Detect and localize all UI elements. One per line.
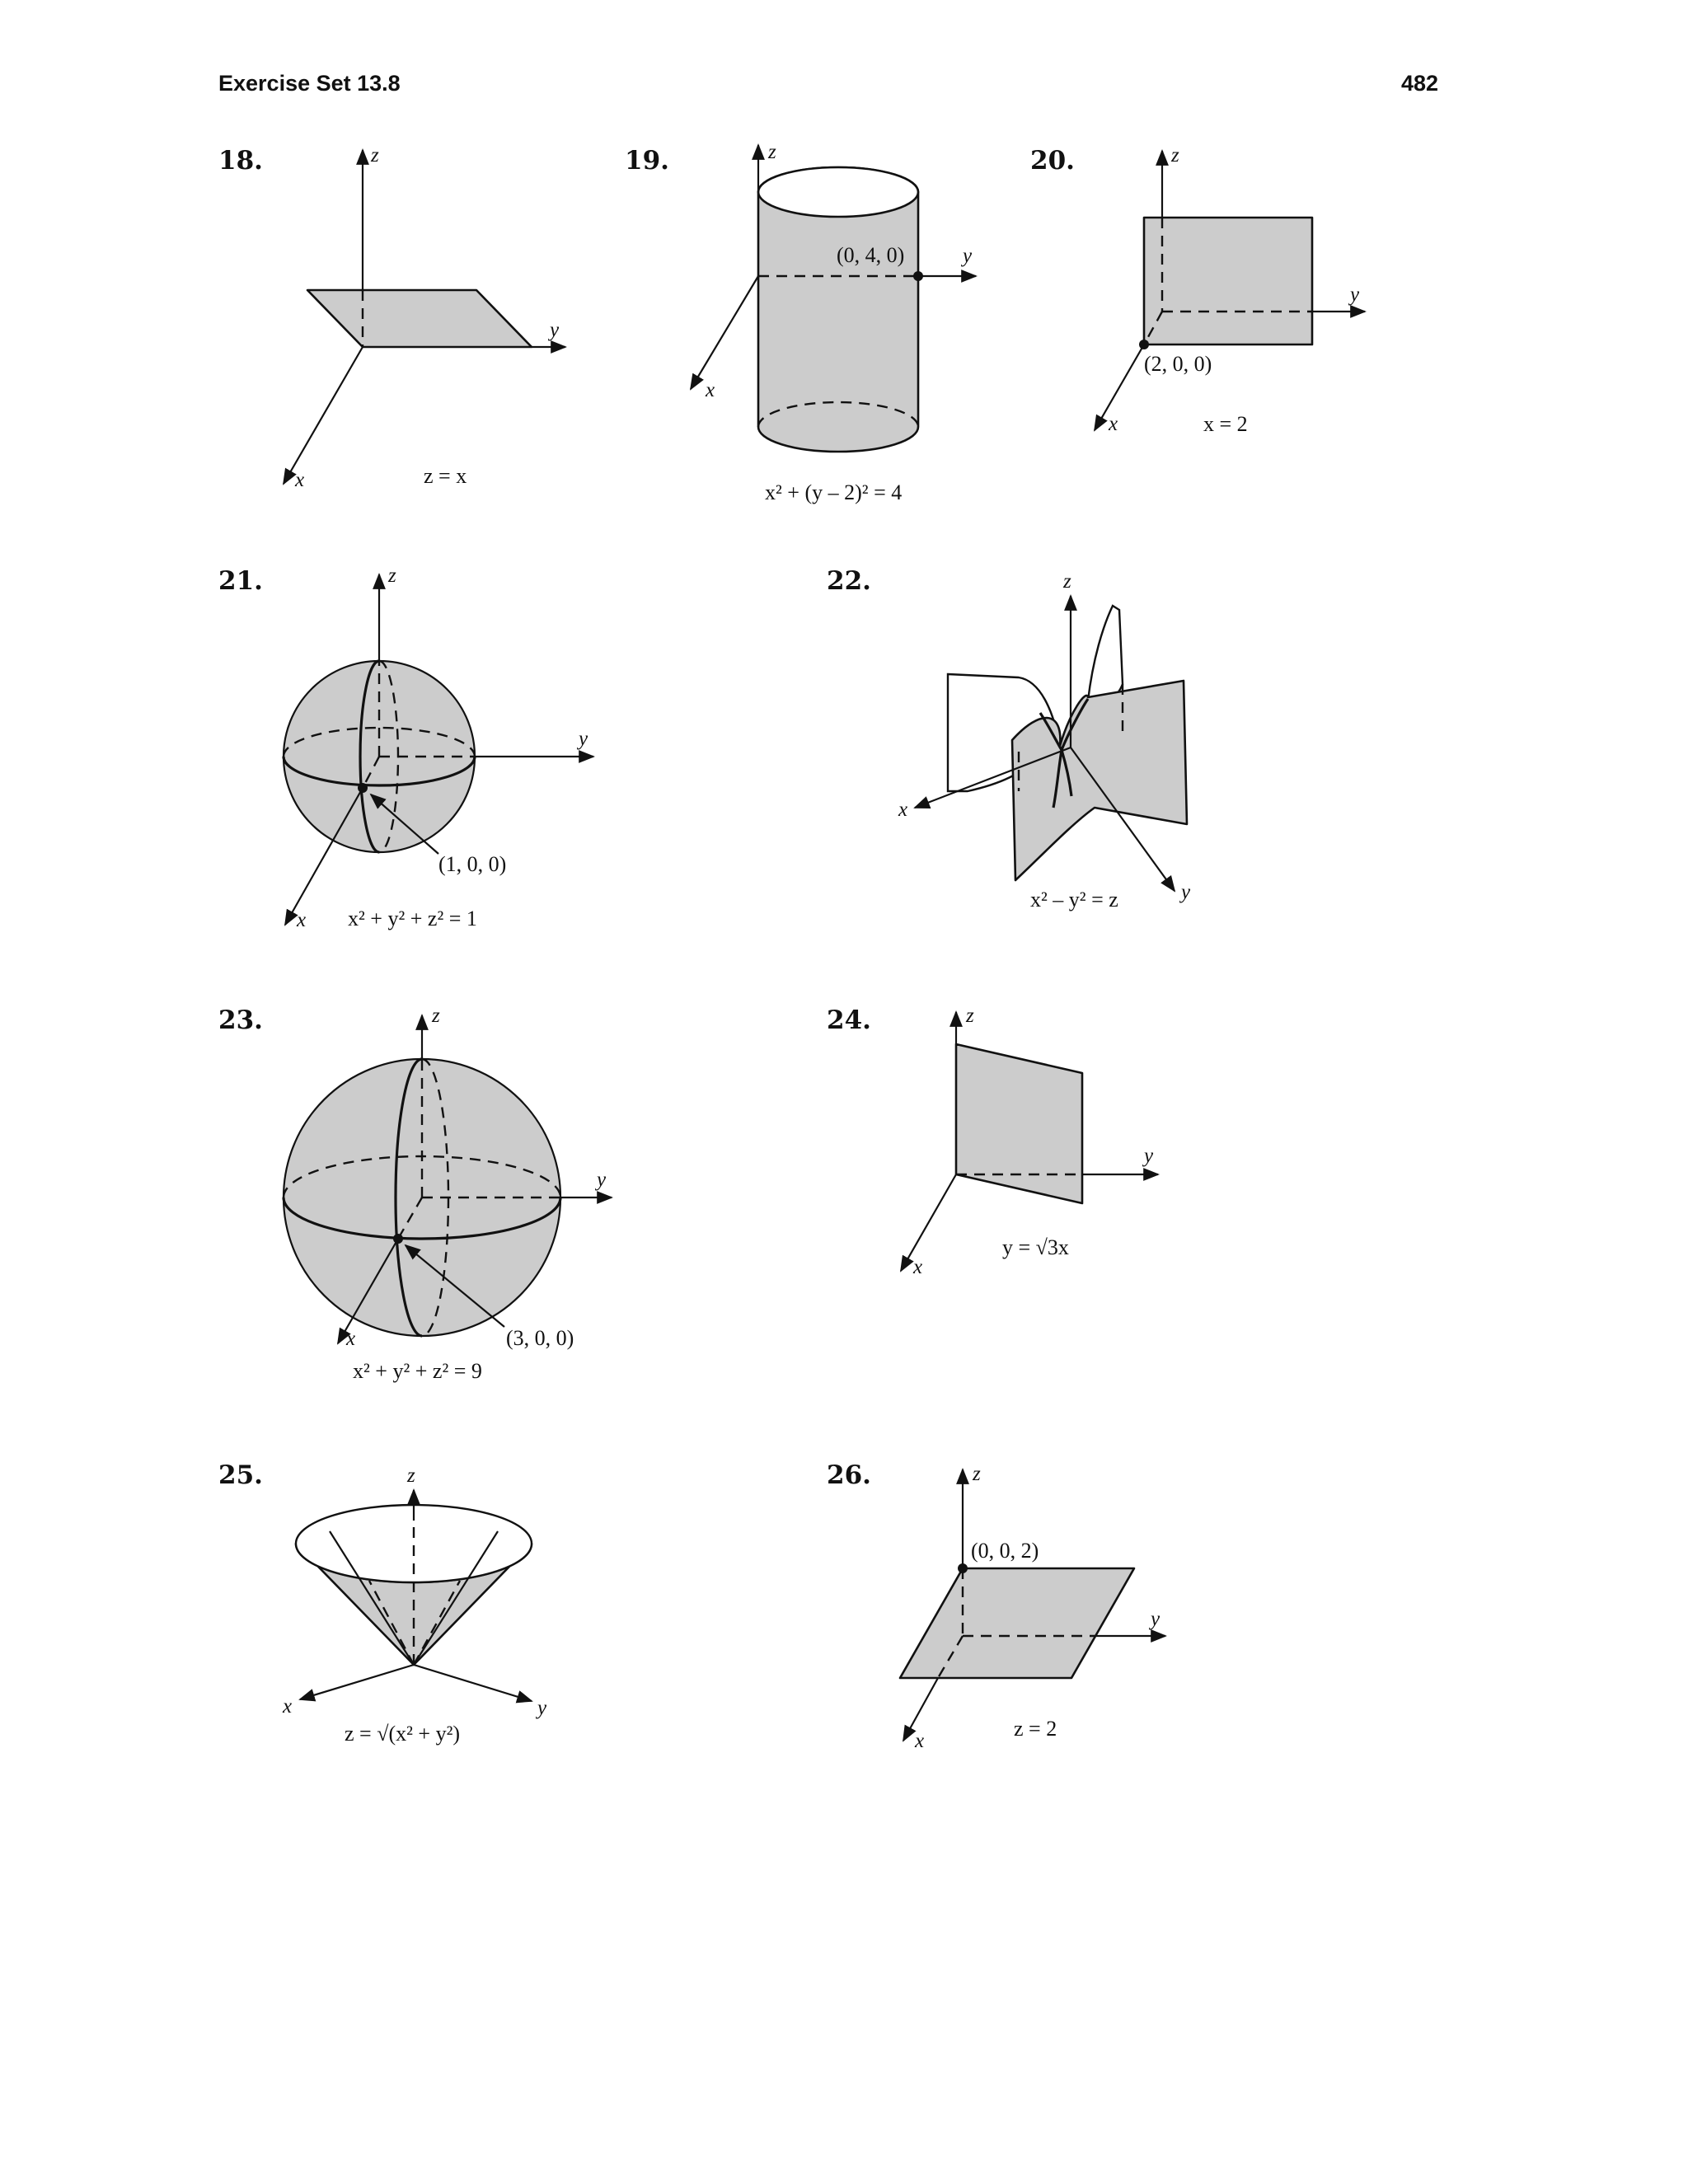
point-marker [913, 271, 923, 281]
equation-21: x² + y² + z² = 1 [348, 907, 477, 930]
point-marker [958, 1563, 968, 1573]
figure-21 [218, 565, 593, 931]
z-axis-label: z [432, 1005, 440, 1027]
z-axis-label: z [1171, 144, 1179, 166]
point-label: (1, 0, 0) [438, 852, 507, 876]
figure-26 [827, 1460, 1165, 1752]
point-label: (2, 0, 0) [1144, 352, 1212, 376]
equation-25: z = √(x² + y²) [345, 1722, 461, 1746]
equation-20: x = 2 [1203, 412, 1248, 436]
x-axis-label: x [295, 469, 305, 491]
x-axis-label: x [913, 1256, 923, 1278]
x-axis-label: x [915, 1730, 925, 1752]
figure-18 [218, 144, 565, 491]
y-axis [414, 1665, 532, 1701]
figure-25 [218, 1460, 547, 1746]
page-number: 482 [1400, 71, 1438, 96]
equation-19: x² + (y – 2)² = 4 [765, 480, 903, 504]
x-axis [284, 347, 363, 484]
x-axis-label: x [1109, 413, 1118, 435]
x-axis [691, 276, 758, 389]
figure-19 [625, 141, 976, 504]
z-axis-label: z [973, 1463, 981, 1485]
problem-number-20: 20. [1030, 146, 1075, 176]
problem-number-25: 25. [218, 1460, 263, 1490]
y-axis-label: y [597, 1169, 607, 1191]
y-axis-label: y [1151, 1608, 1160, 1630]
point-label: (3, 0, 0) [506, 1326, 574, 1350]
x-axis [901, 1174, 956, 1271]
z-axis-label: z [1063, 570, 1071, 593]
equation-23: x² + y² + z² = 9 [353, 1359, 482, 1383]
x-axis-label: x [706, 379, 715, 401]
x-axis [1095, 344, 1144, 430]
equation-22: x² – y² = z [1030, 888, 1118, 912]
plane-y-equals-root3-x [956, 1044, 1082, 1203]
figure-23 [218, 1005, 612, 1383]
y-axis-label: y [1181, 881, 1191, 903]
problem-number-19: 19. [625, 146, 669, 176]
problem-number-21: 21. [218, 566, 263, 596]
x-axis-label: x [297, 909, 307, 931]
figure-20 [1030, 144, 1365, 436]
equation-24: y = √3x [1002, 1235, 1069, 1259]
y-axis-label: y [1144, 1145, 1154, 1167]
plane-z-equals-x [307, 290, 532, 347]
y-axis-label: y [1350, 284, 1360, 306]
point-marker [358, 783, 368, 793]
z-axis-label: z [407, 1465, 415, 1487]
z-axis-label: z [388, 565, 396, 587]
cylinder-top [758, 167, 918, 217]
page-header-title: Exercise Set 13.8 [218, 71, 401, 96]
y-axis-label: y [579, 728, 588, 750]
problem-number-18: 18. [218, 146, 263, 176]
point-label: (0, 4, 0) [837, 243, 905, 267]
x-axis-label: x [898, 799, 908, 821]
problem-number-22: 22. [827, 566, 871, 596]
y-axis-label: y [963, 245, 973, 267]
y-axis-label: y [537, 1697, 547, 1719]
problem-number-26: 26. [827, 1460, 871, 1490]
x-axis-label: x [283, 1695, 293, 1718]
problem-number-23: 23. [218, 1005, 263, 1035]
point-marker [1139, 340, 1149, 349]
z-axis-label: z [966, 1005, 974, 1027]
y-axis-label: y [550, 319, 560, 341]
x-axis-label: x [346, 1328, 356, 1350]
figure-24 [827, 1005, 1158, 1278]
problem-number-24: 24. [827, 1005, 871, 1035]
point-label: (0, 0, 2) [971, 1539, 1039, 1563]
x-axis [300, 1665, 414, 1699]
equation-18: z = x [424, 464, 467, 488]
z-axis-label: z [371, 144, 379, 166]
point-marker [393, 1234, 403, 1244]
equation-26: z = 2 [1014, 1717, 1057, 1741]
plane-x-equals-2 [1144, 218, 1312, 344]
z-axis-label: z [768, 141, 776, 163]
figure-22 [827, 566, 1191, 912]
saddle-back-rise [1088, 606, 1123, 703]
plane-z-equals-2 [900, 1568, 1134, 1678]
